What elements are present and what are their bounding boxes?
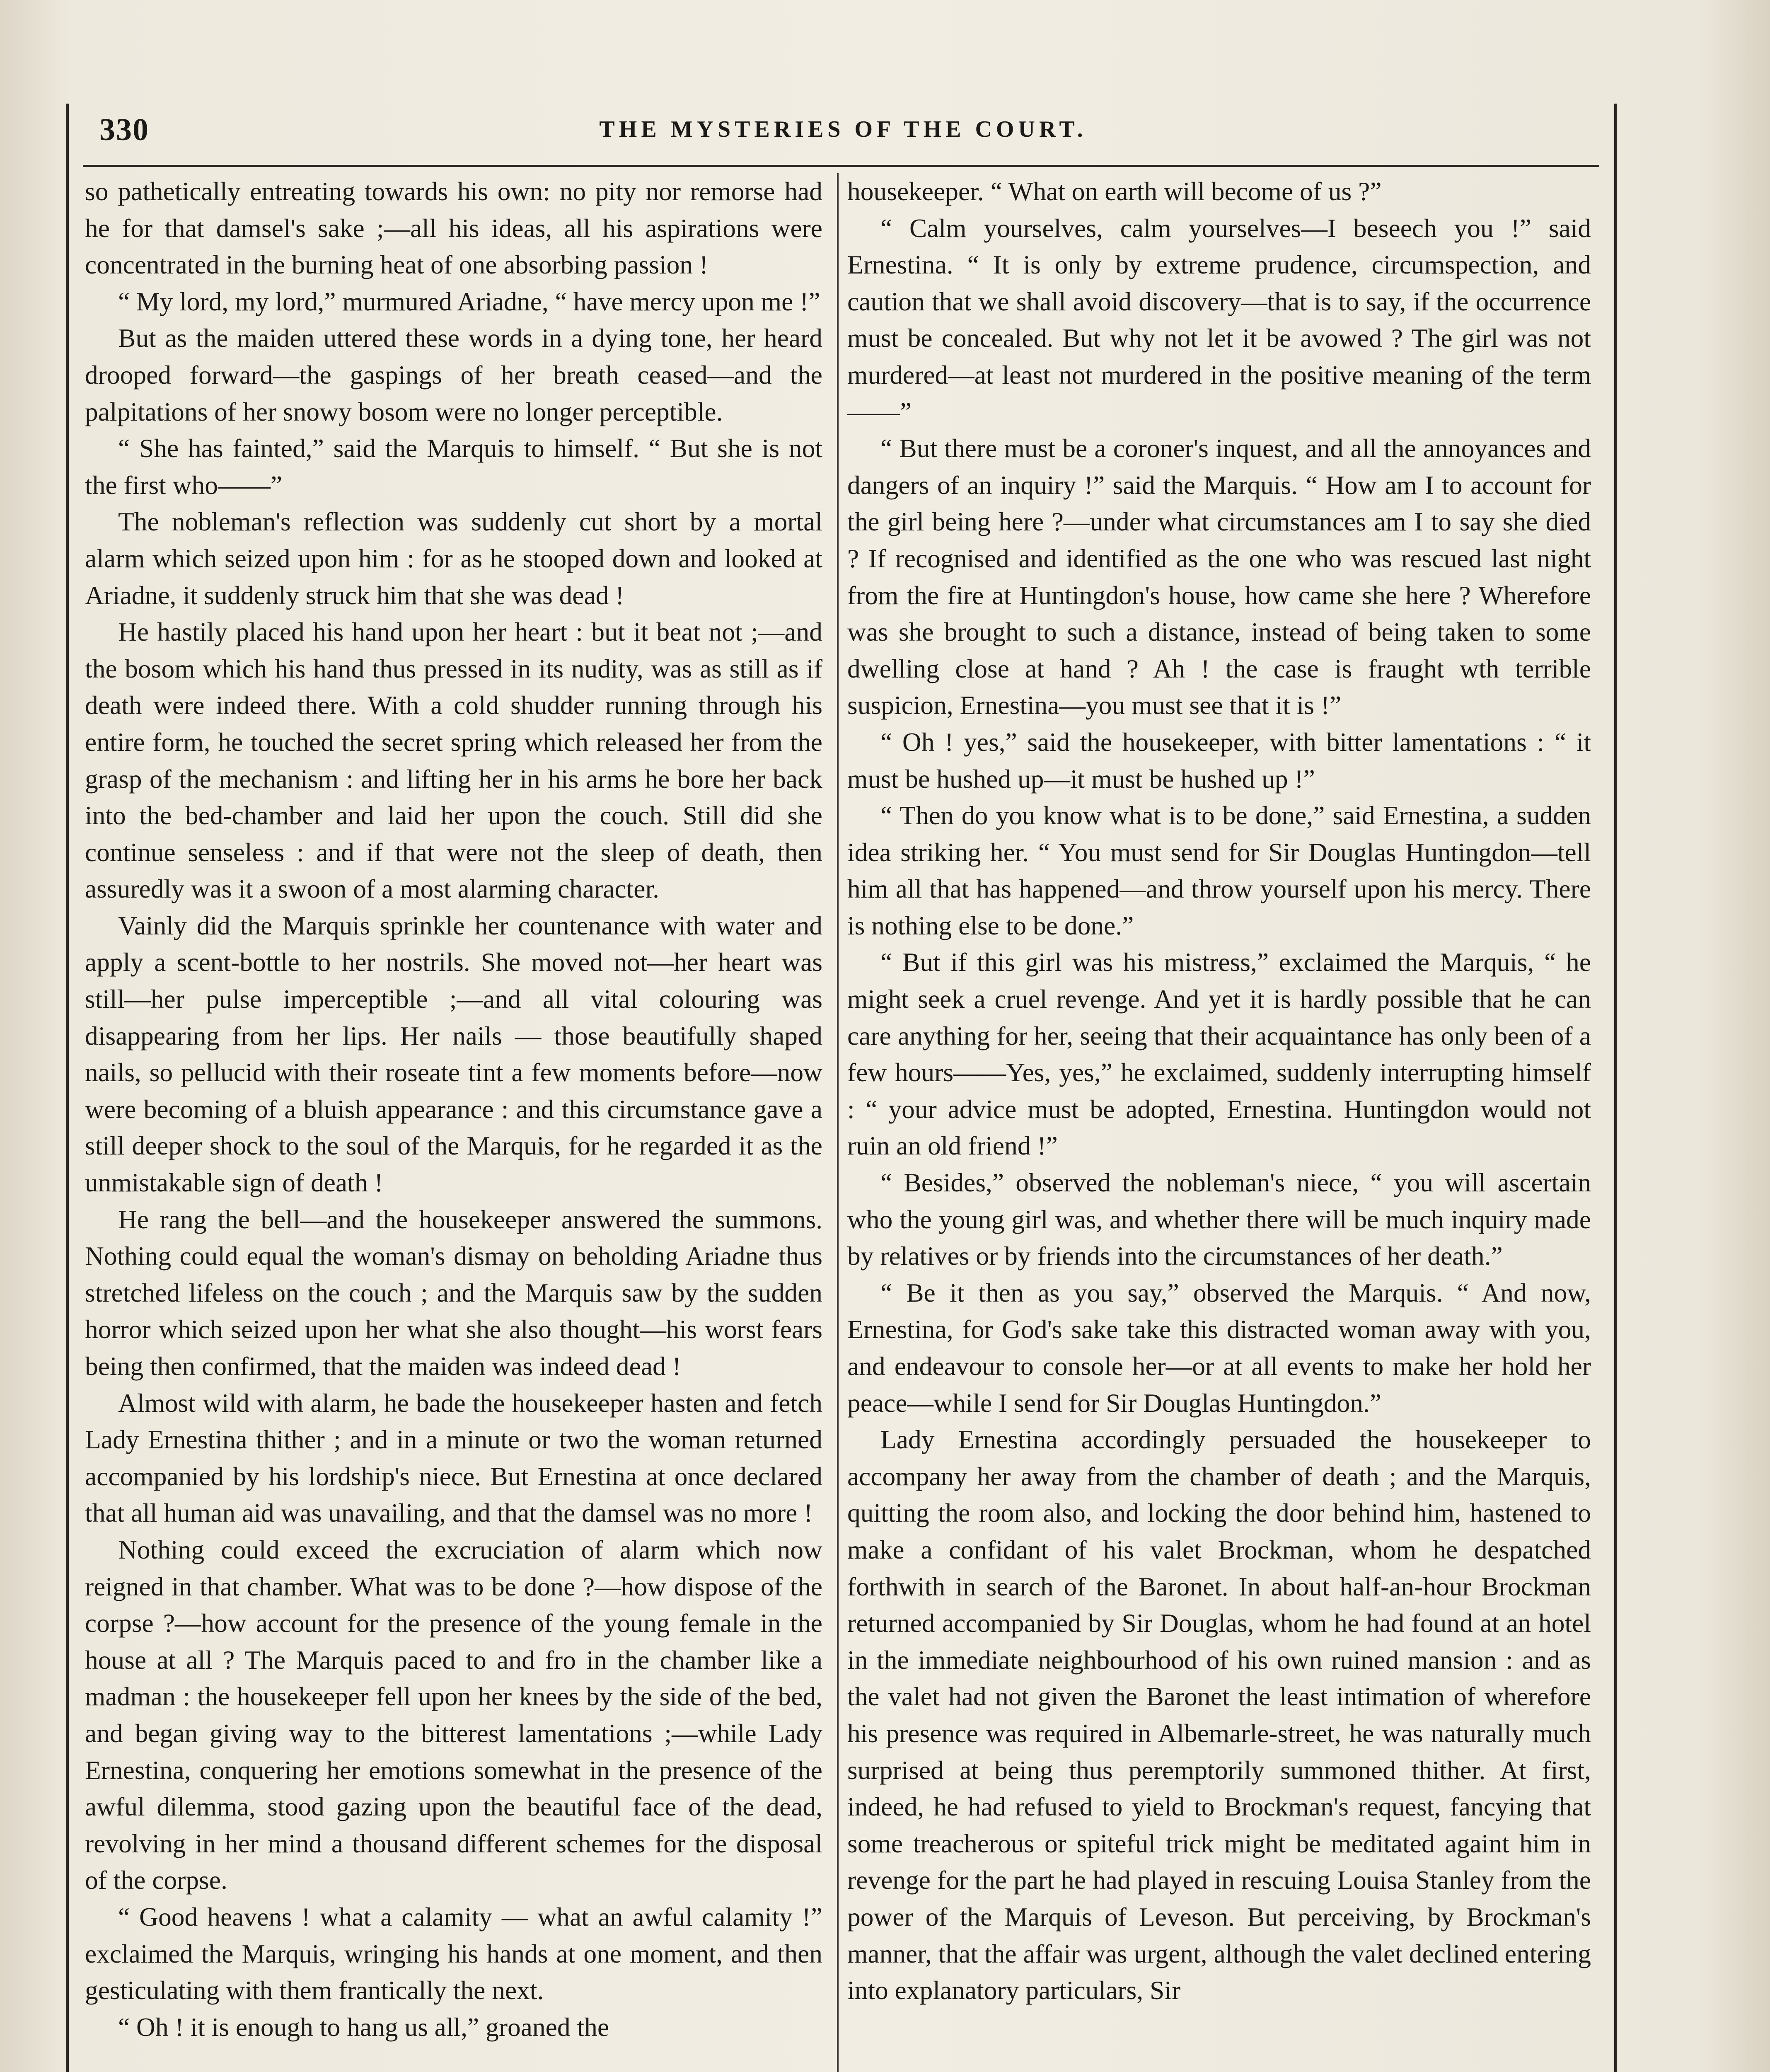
paragraph: But as the maiden uttered these words in a dying tone, her heard drooped forward—the gaspings of her breath ceased—and the palpitations of her snowy bosom were no longer perceptible. <box>85 323 822 426</box>
right-column <box>847 173 1591 2072</box>
paragraph: “ She has fainted,” said the Marquis to himself. “ But she is not the first who——” <box>85 433 822 500</box>
paragraph: Lady Ernestina accordingly persuaded the housekeeper to accompany her away from the chamber of death ; and the Marquis, quitting the room also, and locking the door behind him, hastened to make a confidant of his valet Brockman, whom he despatched forthwith in search of the Baronet. In about half-an-hour Brockman returned accompanied by Sir Douglas, whom he had found at an hotel in the immediate neighbourhood of his own ruined mansion : and as the valet had not given the Baronet the least intimation of wherefore his presence was required in Albemarle-street, he was naturally much surprised at being thus peremptorily summoned thither. At first, indeed, he had refused to yield to Brockman's request, fancying that some treacherous or spiteful trick might be meditated againt him in revenge for the part he had played in rescuing Louisa Stanley from the power of the Marquis of Leveson. But perceiving, by Brockman's manner, that the affair was urgent, although the valet declined entering into explanatory particulars, Sir <box>847 1425 1591 2005</box>
running-title: THE MYSTERIES OF THE COURT. <box>599 116 1087 142</box>
paragraph: Nothing could exceed the excruciation of alarm which now reigned in that chamber. What was to be done ?—how dispose of the corpse ?—how account for the presence of the young female in the house at all ? The Marquis paced to and fro in the chamber like a madman : the housekeeper fell upon her knees by the side of the bed, and began giving way to the bitterest lamentations ;—while Lady Ernestina, conquering her emotions somewhat in the presence of the awful dilemma, stood gazing upon the beautiful face of the dead, revolving in her mind a thousand different schemes for the disposal of the corpse. <box>85 1535 822 1895</box>
paragraph: “ Oh ! it is enough to hang us all,” groaned the <box>118 2012 609 2042</box>
paragraph: so pathetically entreating towards his own: no pity nor remorse had he for that damsel's sake ;—all his ideas, all his aspirations were concentrated in the burning heat of one absorbing passion ! <box>85 177 822 280</box>
paragraph: “ Then do you know what is to be done,” said Ernestina, a sudden idea striking her. “ You must send for Sir Douglas Huntingdon—tell him all that has happened—and throw yourself upon his mercy. There is nothing else to be done.” <box>847 801 1591 940</box>
paragraph: Vainly did the Marquis sprinkle her countenance with water and apply a scent-bottle to her nostrils. She moved not—her heart was still—her pulse imperceptible ;—and all vital colouring was disappearing from her lips. Her nails — those beautifully shaped nails, so pellucid with their roseate tint a few moments before—now were becoming of a bluish appearance : and this circumstance gave a still deeper shock to the soul of the Marquis, for he regarded it as the unmistakable sign of death ! <box>85 910 822 1198</box>
page-header <box>83 112 1603 153</box>
column-divider <box>837 173 839 2072</box>
page-number: 330 <box>99 112 149 147</box>
paragraph: “ Calm yourselves, calm yourselves—I beseech you !” said Ernestina. “ It is only by extreme prudence, circumspection, and caution that we shall avoid discovery—that is to say, if the occurrence must be concealed. But why not let it be avowed ? The girl was not murdered—at least not murdered in the positive meaning of the term——” <box>847 213 1591 426</box>
paragraph: The nobleman's reflection was suddenly cut short by a mortal alarm which seized upon him : for as he stooped down and looked at Ariadne, it suddenly struck him that she was dead ! <box>85 507 822 610</box>
header-rule <box>83 165 1599 167</box>
paragraph: housekeeper. “ What on earth will become of us ?” <box>847 177 1382 206</box>
paragraph: He hastily placed his hand upon her heart : but it beat not ;—and the bosom which his hand thus pressed in its nudity, was as still as if death were indeed there. With a cold shudder running through his entire form, he touched the secret spring which released her from the grasp of the mechanism : and lifting her in his arms he bore her back into the bed-chamber and laid her upon the couch. Still did she continue senseless : and if that were not the sleep of death, then assuredly was it a swoon of a most alarming character. <box>85 617 822 904</box>
paragraph: “ But there must be a coroner's inquest, and all the annoyances and dangers of an inquiry !” said the Marquis. “ How am I to account for the girl being here ?—under what circumstances am I to say she died ? If recognised and identified as the one who was rescued last night from the fire at Huntingdon's house, how came she here ? Wherefore was she brought to such a distance, instead of being taken to some dwelling close at hand ? Ah ! the case is fraught wth terrible suspicion, Ernestina—you must see that it is !” <box>847 433 1591 720</box>
paragraph: “ My lord, my lord,” murmured Ariadne, “ have mercy upon me !” <box>118 286 820 316</box>
paragraph: Almost wild with alarm, he bade the housekeeper hasten and fetch Lady Ernestina thither ; and in a minute or two the woman returned accompanied by his lordship's niece. But Ernestina at once declared that all human aid was unavailing, and that the damsel was no more ! <box>85 1388 822 1528</box>
left-column <box>85 173 822 2072</box>
paragraph: “ Besides,” observed the nobleman's niece, “ you will ascertain who the young girl was, and whether there will be much inquiry made by relatives or by friends into the circumstances of her death.” <box>847 1168 1591 1271</box>
paragraph: “ Be it then as you say,” observed the Marquis. “ And now, Ernestina, for God's sake take this distracted woman away with you, and endeavour to console her—or at all events to make her hold her peace—while I send for Sir Douglas Huntingdon.” <box>847 1278 1591 1418</box>
paragraph: “ Good heavens ! what a calamity — what an awful calamity !” exclaimed the Marquis, wringing his hands at one moment, and then gesticulating with them frantically the next. <box>85 1902 822 2005</box>
paragraph: He rang the bell—and the housekeeper answered the summons. Nothing could equal the woman's dismay on beholding Ariadne thus stretched lifeless on the couch ; and the Marquis saw by the sudden horror which seized upon her what she also thought—his worst fears being then confirmed, that the maiden was indeed dead ! <box>85 1204 822 1381</box>
paragraph: “ Oh ! yes,” said the housekeeper, with bitter lamentations : “ it must be hushed up—it must be hushed up !” <box>847 727 1591 794</box>
paragraph: “ But if this girl was his mistress,” exclaimed the Marquis, “ he might seek a cruel revenge. And yet it is hardly possible that he can care anything for her, seeing that their acquaintance has only been of a few hours——Yes, yes,” he exclaimed, suddenly interrupting himself : “ your advice must be adopted, Ernestina. Huntingdon would not ruin an old friend !” <box>847 947 1591 1161</box>
